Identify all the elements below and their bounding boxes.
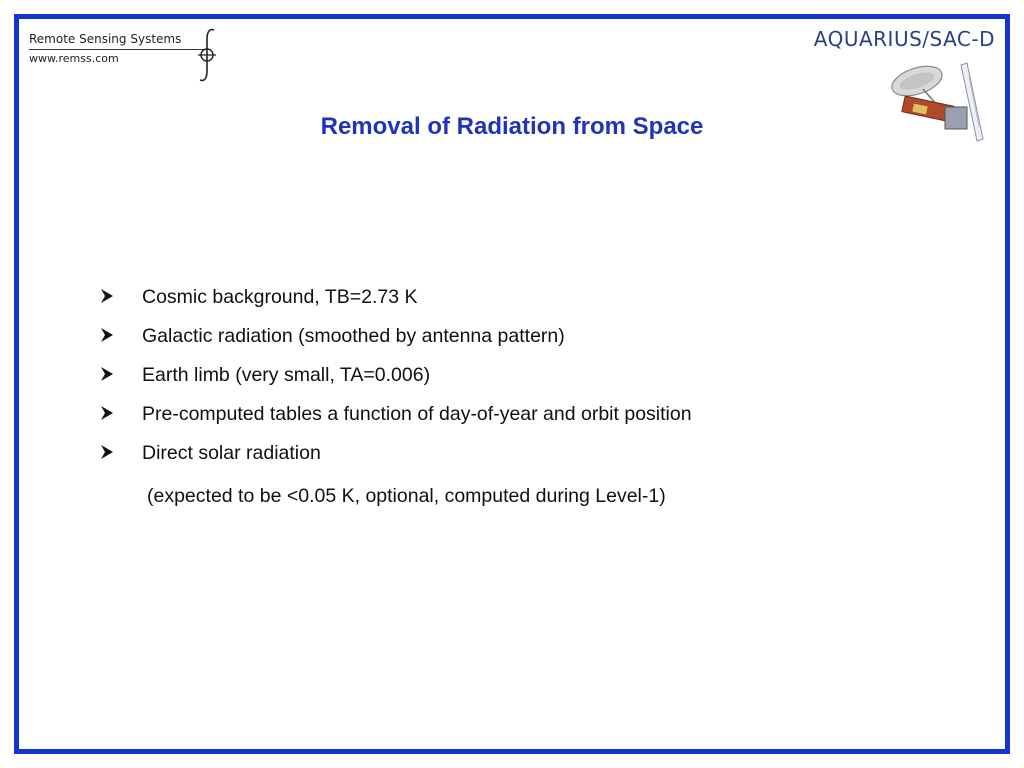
bullet-text: Pre-computed tables a function of day-of-year and orbit position: [142, 403, 692, 425]
logo-rule: [29, 49, 204, 50]
bullet-sub-note: (expected to be <0.05 K, optional, computed during Level-1): [147, 485, 666, 507]
slide-frame: [14, 14, 1010, 754]
bullet-text: Cosmic background, TB=2.73 K: [142, 286, 418, 308]
arrowhead-bullet-icon: [99, 404, 115, 422]
integral-sign-icon: [192, 27, 222, 83]
org-url: www.remss.com: [29, 52, 119, 65]
remote-sensing-systems-logo: [29, 27, 229, 83]
bullet-text: Galactic radiation (smoothed by antenna pattern): [142, 325, 565, 347]
arrowhead-bullet-icon: [99, 443, 115, 461]
arrowhead-bullet-icon: [99, 287, 115, 305]
bullet-text: Earth limb (very small, TA=0.006): [142, 364, 431, 386]
mission-logo-text: AQUARIUS/SAC-D: [813, 27, 995, 51]
org-name: Remote Sensing Systems: [29, 32, 182, 46]
bullet-text: Direct solar radiation: [142, 442, 321, 464]
slide-title: Removal of Radiation from Space: [320, 113, 704, 140]
arrowhead-bullet-icon: [99, 365, 115, 383]
arrowhead-bullet-icon: [99, 326, 115, 344]
